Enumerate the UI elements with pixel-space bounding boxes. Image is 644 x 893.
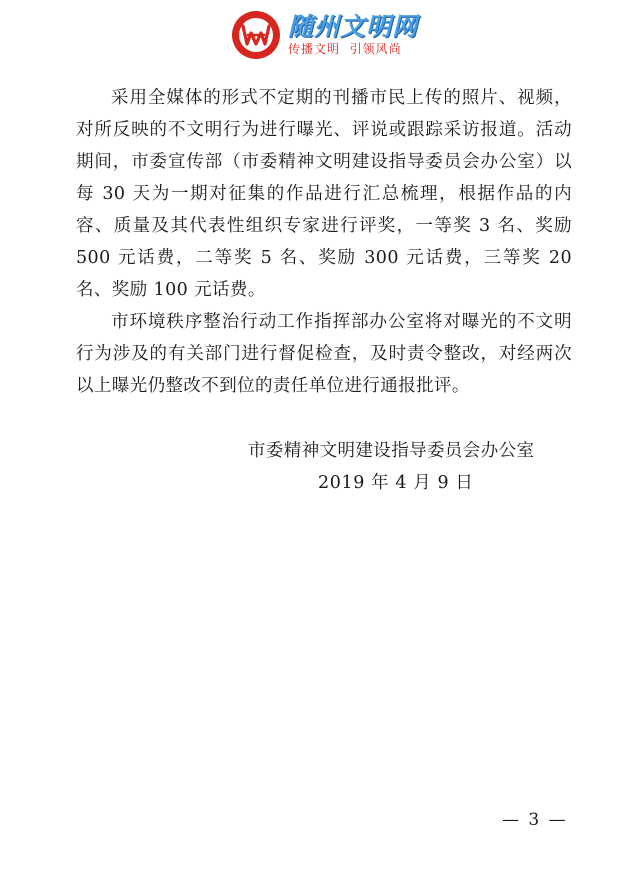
wm-logo-icon (230, 9, 282, 61)
paragraph-2: 市环境秩序整治行动工作指挥部办公室将对曝光的不文明行为涉及的有关部门进行督促检查，及时责令整改，对经两次以上曝光仍整改不到位的责任单位进行通报批评。 (76, 312, 572, 396)
document-body (76, 82, 572, 402)
page-number: — 3 — (502, 810, 568, 830)
signature-organization: 市委精神文明建设指导委员会办公室 (248, 441, 535, 461)
watermark-name: 随州文明网 (288, 12, 419, 41)
signature-date: 2019 年 4 月 9 日 (318, 473, 474, 493)
paragraph-1: 采用全媒体的形式不定期的刊播市民上传的照片、视频，对所反映的不文明行为进行曝光、评说或跟踪采访报道。活动期间，市委宣传部（市委精神文明建设指导委员会办公室）以每 30 天为一期对征集的作品进行汇总梳理，根据作品的内容、质量及其代表性组织专家进行评奖，一等奖 3 名、奖励 500 元话费，二等奖 5 名、奖励 300 元话费，三等奖 20 名、奖励 100 元话费。 (76, 88, 572, 300)
watermark-slogan: 传播文明 引领风尚 (288, 42, 402, 56)
watermark-logo (230, 8, 440, 62)
